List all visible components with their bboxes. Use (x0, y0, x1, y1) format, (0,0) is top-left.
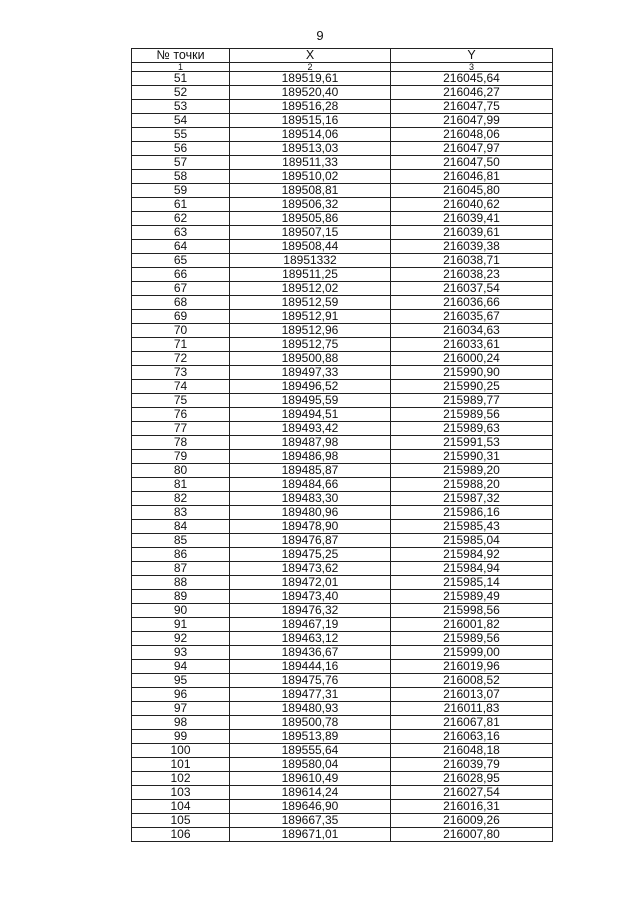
x-cell: 189511,33 (230, 156, 391, 170)
table-row (132, 114, 553, 128)
x-cell: 189472,01 (230, 576, 391, 590)
table-row (132, 86, 553, 100)
table-row (132, 464, 553, 478)
x-cell: 189484,66 (230, 478, 391, 492)
table-row (132, 772, 553, 786)
point-number-cell: 65 (132, 254, 230, 268)
point-number-cell: 76 (132, 408, 230, 422)
point-number-cell: 59 (132, 184, 230, 198)
x-cell: 189467,19 (230, 618, 391, 632)
x-cell: 189496,52 (230, 380, 391, 394)
y-cell: 216000,24 (391, 352, 553, 366)
point-number-cell: 57 (132, 156, 230, 170)
x-cell: 189475,25 (230, 548, 391, 562)
table-row (132, 198, 553, 212)
header-y: Y (391, 49, 553, 63)
table-row (132, 688, 553, 702)
y-cell: 216028,95 (391, 772, 553, 786)
point-number-cell: 82 (132, 492, 230, 506)
point-number-cell: 56 (132, 142, 230, 156)
table-row (132, 674, 553, 688)
table-row (132, 758, 553, 772)
column-number-3: 3 (391, 63, 553, 72)
point-number-cell: 102 (132, 772, 230, 786)
y-cell: 216040,62 (391, 198, 553, 212)
x-cell: 189511,25 (230, 268, 391, 282)
y-cell: 215989,56 (391, 408, 553, 422)
x-cell: 189512,91 (230, 310, 391, 324)
y-cell: 216016,31 (391, 800, 553, 814)
y-cell: 215986,16 (391, 506, 553, 520)
point-number-cell: 94 (132, 660, 230, 674)
point-number-cell: 68 (132, 296, 230, 310)
y-cell: 215984,92 (391, 548, 553, 562)
y-cell: 216047,99 (391, 114, 553, 128)
point-number-cell: 53 (132, 100, 230, 114)
x-cell: 189512,02 (230, 282, 391, 296)
point-number-cell: 54 (132, 114, 230, 128)
point-number-cell: 84 (132, 520, 230, 534)
y-cell: 215984,94 (391, 562, 553, 576)
x-cell: 189480,96 (230, 506, 391, 520)
y-cell: 216033,61 (391, 338, 553, 352)
y-cell: 215991,53 (391, 436, 553, 450)
column-number-row (132, 63, 553, 72)
y-cell: 216007,80 (391, 828, 553, 842)
table-row (132, 212, 553, 226)
y-cell: 216039,41 (391, 212, 553, 226)
x-cell: 189513,03 (230, 142, 391, 156)
y-cell: 215985,43 (391, 520, 553, 534)
point-number-cell: 105 (132, 814, 230, 828)
table-row (132, 534, 553, 548)
y-cell: 215989,63 (391, 422, 553, 436)
table-row (132, 660, 553, 674)
x-cell: 189614,24 (230, 786, 391, 800)
y-cell: 215985,14 (391, 576, 553, 590)
table-row (132, 744, 553, 758)
table-row (132, 128, 553, 142)
table-row (132, 338, 553, 352)
header-x: X (230, 49, 391, 63)
table-row (132, 422, 553, 436)
x-cell: 189667,35 (230, 814, 391, 828)
point-number-cell: 83 (132, 506, 230, 520)
table-row (132, 702, 553, 716)
x-cell: 189476,87 (230, 534, 391, 548)
y-cell: 215990,31 (391, 450, 553, 464)
point-number-cell: 79 (132, 450, 230, 464)
table-row (132, 254, 553, 268)
point-number-cell: 51 (132, 72, 230, 86)
table-row (132, 618, 553, 632)
y-cell: 216034,63 (391, 324, 553, 338)
x-cell: 189473,40 (230, 590, 391, 604)
x-cell: 189494,51 (230, 408, 391, 422)
table-row (132, 828, 553, 842)
x-cell: 189508,81 (230, 184, 391, 198)
y-cell: 216001,82 (391, 618, 553, 632)
point-number-cell: 99 (132, 730, 230, 744)
point-number-cell: 88 (132, 576, 230, 590)
point-number-cell: 70 (132, 324, 230, 338)
y-cell: 215987,32 (391, 492, 553, 506)
table-row (132, 240, 553, 254)
point-number-cell: 66 (132, 268, 230, 282)
y-cell: 215999,00 (391, 646, 553, 660)
x-cell: 189508,44 (230, 240, 391, 254)
x-cell: 189671,01 (230, 828, 391, 842)
x-cell: 189507,15 (230, 226, 391, 240)
table-row (132, 366, 553, 380)
point-number-cell: 71 (132, 338, 230, 352)
y-cell: 216048,06 (391, 128, 553, 142)
point-number-cell: 58 (132, 170, 230, 184)
table-row (132, 520, 553, 534)
x-cell: 189520,40 (230, 86, 391, 100)
x-cell: 189500,78 (230, 716, 391, 730)
point-number-cell: 81 (132, 478, 230, 492)
table-row (132, 548, 553, 562)
table-row (132, 562, 553, 576)
point-number-cell: 95 (132, 674, 230, 688)
table-row (132, 590, 553, 604)
table-row (132, 506, 553, 520)
point-number-cell: 100 (132, 744, 230, 758)
table-row (132, 730, 553, 744)
y-cell: 216047,50 (391, 156, 553, 170)
page-number: 9 (316, 28, 324, 43)
x-cell: 189495,59 (230, 394, 391, 408)
y-cell: 216019,96 (391, 660, 553, 674)
y-cell: 216067,81 (391, 716, 553, 730)
x-cell: 18951332 (230, 254, 391, 268)
point-number-cell: 78 (132, 436, 230, 450)
x-cell: 189478,90 (230, 520, 391, 534)
x-cell: 189475,76 (230, 674, 391, 688)
x-cell: 189505,86 (230, 212, 391, 226)
x-cell: 189513,89 (230, 730, 391, 744)
y-cell: 216045,64 (391, 72, 553, 86)
y-cell: 215990,90 (391, 366, 553, 380)
column-number-1: 1 (132, 63, 230, 72)
x-cell: 189515,16 (230, 114, 391, 128)
y-cell: 216047,75 (391, 100, 553, 114)
table-row (132, 352, 553, 366)
table-row (132, 646, 553, 660)
table-row (132, 408, 553, 422)
x-cell: 189473,62 (230, 562, 391, 576)
y-cell: 215985,04 (391, 534, 553, 548)
x-cell: 189463,12 (230, 632, 391, 646)
x-cell: 189500,88 (230, 352, 391, 366)
table-row (132, 450, 553, 464)
point-number-cell: 96 (132, 688, 230, 702)
y-cell: 216011,83 (391, 702, 553, 716)
y-cell: 215989,56 (391, 632, 553, 646)
point-number-cell: 103 (132, 786, 230, 800)
y-cell: 215989,20 (391, 464, 553, 478)
y-cell: 216039,38 (391, 240, 553, 254)
point-number-cell: 93 (132, 646, 230, 660)
x-cell: 189493,42 (230, 422, 391, 436)
point-number-cell: 64 (132, 240, 230, 254)
x-cell: 189555,64 (230, 744, 391, 758)
x-cell: 189610,49 (230, 772, 391, 786)
table-row (132, 394, 553, 408)
x-cell: 189477,31 (230, 688, 391, 702)
point-number-cell: 62 (132, 212, 230, 226)
x-cell: 189476,32 (230, 604, 391, 618)
y-cell: 215990,25 (391, 380, 553, 394)
x-cell: 189580,04 (230, 758, 391, 772)
point-number-cell: 89 (132, 590, 230, 604)
point-number-cell: 90 (132, 604, 230, 618)
x-cell: 189512,59 (230, 296, 391, 310)
table-row (132, 142, 553, 156)
header-row (132, 49, 553, 63)
x-cell: 189444,16 (230, 660, 391, 674)
x-cell: 189485,87 (230, 464, 391, 478)
coordinates-table (131, 48, 553, 842)
y-cell: 216037,54 (391, 282, 553, 296)
table-row (132, 576, 553, 590)
x-cell: 189483,30 (230, 492, 391, 506)
x-cell: 189516,28 (230, 100, 391, 114)
x-cell: 189497,33 (230, 366, 391, 380)
y-cell: 216045,80 (391, 184, 553, 198)
table-row (132, 296, 553, 310)
y-cell: 215989,77 (391, 394, 553, 408)
x-cell: 189486,98 (230, 450, 391, 464)
point-number-cell: 87 (132, 562, 230, 576)
table-row (132, 226, 553, 240)
table-row (132, 324, 553, 338)
y-cell: 216046,81 (391, 170, 553, 184)
point-number-cell: 73 (132, 366, 230, 380)
point-number-cell: 80 (132, 464, 230, 478)
y-cell: 216008,52 (391, 674, 553, 688)
point-number-cell: 97 (132, 702, 230, 716)
y-cell: 216048,18 (391, 744, 553, 758)
point-number-cell: 98 (132, 716, 230, 730)
table-row (132, 604, 553, 618)
x-cell: 189519,61 (230, 72, 391, 86)
table-row (132, 184, 553, 198)
y-cell: 216009,26 (391, 814, 553, 828)
point-number-cell: 85 (132, 534, 230, 548)
table-row (132, 380, 553, 394)
point-number-cell: 104 (132, 800, 230, 814)
point-number-cell: 72 (132, 352, 230, 366)
table-row (132, 716, 553, 730)
y-cell: 216036,66 (391, 296, 553, 310)
point-number-cell: 77 (132, 422, 230, 436)
table-row (132, 72, 553, 86)
column-number-2: 2 (230, 63, 391, 72)
table-row (132, 786, 553, 800)
x-cell: 189510,02 (230, 170, 391, 184)
x-cell: 189646,90 (230, 800, 391, 814)
table-row (132, 814, 553, 828)
header-point-number: № точки (132, 49, 230, 63)
y-cell: 215988,20 (391, 478, 553, 492)
table-row (132, 310, 553, 324)
point-number-cell: 67 (132, 282, 230, 296)
point-number-cell: 91 (132, 618, 230, 632)
y-cell: 216035,67 (391, 310, 553, 324)
y-cell: 216047,97 (391, 142, 553, 156)
table-body (132, 72, 553, 842)
point-number-cell: 106 (132, 828, 230, 842)
table-row (132, 282, 553, 296)
y-cell: 216039,79 (391, 758, 553, 772)
x-cell: 189512,96 (230, 324, 391, 338)
table-row (132, 478, 553, 492)
table-row (132, 156, 553, 170)
x-cell: 189512,75 (230, 338, 391, 352)
y-cell: 216013,07 (391, 688, 553, 702)
y-cell: 216027,54 (391, 786, 553, 800)
x-cell: 189506,32 (230, 198, 391, 212)
table-row (132, 632, 553, 646)
point-number-cell: 52 (132, 86, 230, 100)
point-number-cell: 74 (132, 380, 230, 394)
point-number-cell: 61 (132, 198, 230, 212)
table-row (132, 800, 553, 814)
x-cell: 189514,06 (230, 128, 391, 142)
table-row (132, 492, 553, 506)
y-cell: 216038,71 (391, 254, 553, 268)
point-number-cell: 63 (132, 226, 230, 240)
point-number-cell: 75 (132, 394, 230, 408)
x-cell: 189480,93 (230, 702, 391, 716)
y-cell: 215989,49 (391, 590, 553, 604)
x-cell: 189436,67 (230, 646, 391, 660)
point-number-cell: 55 (132, 128, 230, 142)
table-row (132, 268, 553, 282)
y-cell: 216046,27 (391, 86, 553, 100)
x-cell: 189487,98 (230, 436, 391, 450)
table-row (132, 170, 553, 184)
point-number-cell: 92 (132, 632, 230, 646)
y-cell: 216039,61 (391, 226, 553, 240)
y-cell: 216063,16 (391, 730, 553, 744)
table-row (132, 100, 553, 114)
table-row (132, 436, 553, 450)
y-cell: 215998,56 (391, 604, 553, 618)
point-number-cell: 86 (132, 548, 230, 562)
point-number-cell: 69 (132, 310, 230, 324)
y-cell: 216038,23 (391, 268, 553, 282)
point-number-cell: 101 (132, 758, 230, 772)
